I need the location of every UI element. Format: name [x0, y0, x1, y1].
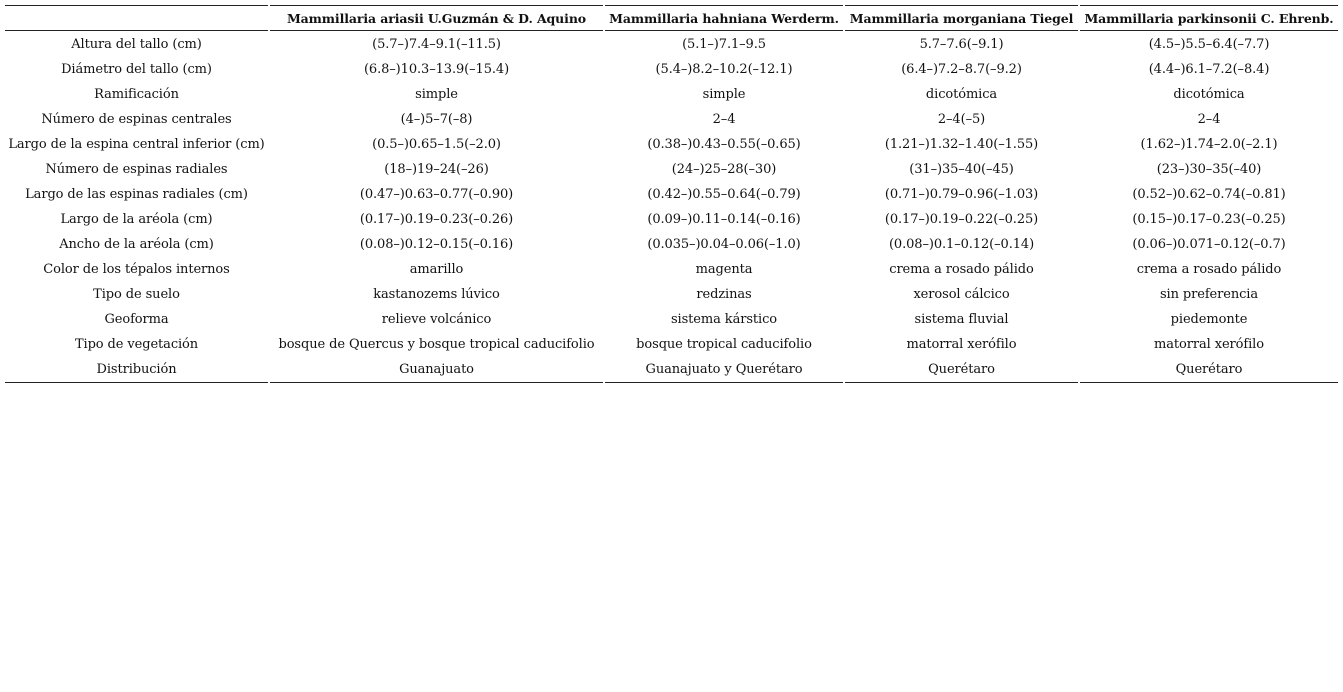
value-parkinsonii-cell: 2–4	[1197, 112, 1221, 127]
value-morganiana-cell: sistema fluvial	[914, 312, 1009, 327]
value-parkinsonii-cell: (0.06–)0.071–0.12(–0.7)	[1132, 237, 1286, 252]
value-parkinsonii-cell: dicotómica	[1173, 87, 1245, 102]
value-hahniana-cell: Guanajuato y Querétaro	[605, 357, 843, 383]
value-parkinsonii-cell: (0.52–)0.62–0.74(–0.81)	[1132, 187, 1286, 202]
value-parkinsonii-cell: Querétaro	[1080, 357, 1338, 383]
value-ariasii-cell: (0.17–)0.19–0.23(–0.26)	[359, 212, 514, 227]
value-ariasii-cell: (6.8–)10.3–13.9(–15.4)	[363, 62, 510, 77]
value-hahniana-cell: (24–)25–28(–30)	[671, 162, 777, 177]
table-body	[5, 31, 1338, 383]
value-parkinsonii-cell: sin preferencia	[1159, 287, 1259, 302]
row-label-cell: Color de los tépalos internos	[43, 262, 230, 277]
value-morganiana-cell: (0.17–)0.19–0.22(–0.25)	[884, 212, 1039, 227]
value-ariasii-cell: (5.7–)7.4–9.1(–11.5)	[372, 37, 501, 52]
row-label-cell: Diámetro del tallo (cm)	[61, 62, 212, 77]
header-cell-hahniana: Mammillaria hahniana Werderm.	[605, 5, 843, 31]
table-row	[5, 182, 1338, 207]
value-ariasii-cell: (18–)19–24(–26)	[384, 162, 489, 177]
value-parkinsonii-cell: (0.15–)0.17–0.23(–0.25)	[1132, 212, 1286, 227]
value-hahniana-cell: bosque tropical caducifolio	[636, 337, 812, 352]
table-row	[5, 82, 1338, 107]
table-row	[5, 107, 1338, 132]
value-hahniana-cell: sistema kárstico	[670, 312, 778, 327]
value-morganiana-cell: (0.08–)0.1–0.12(–0.14)	[888, 237, 1035, 252]
value-morganiana-cell: 5.7–7.6(–9.1)	[919, 37, 1004, 52]
value-ariasii-cell: amarillo	[409, 262, 464, 277]
value-ariasii-cell: bosque de Quercus y bosque tropical caducifolio	[278, 337, 595, 352]
table-row	[5, 31, 1338, 57]
row-label-cell: Altura del tallo (cm)	[71, 37, 202, 52]
value-morganiana-cell: 2–4(–5)	[937, 112, 986, 127]
value-ariasii-cell: (0.47–)0.63–0.77(–0.90)	[359, 187, 514, 202]
row-label-cell: Largo de las espinas radiales (cm)	[25, 187, 248, 202]
table-row	[5, 257, 1338, 282]
species-comparison-table	[3, 5, 1340, 383]
value-hahniana-cell: (0.38–)0.43–0.55(–0.65)	[647, 137, 801, 152]
value-hahniana-cell: (0.42–)0.55–0.64(–0.79)	[647, 187, 801, 202]
value-hahniana-cell: 2–4	[712, 112, 736, 127]
table-row	[5, 307, 1338, 332]
value-parkinsonii-cell: crema a rosado pálido	[1136, 262, 1282, 277]
header-cell-parkinsonii: Mammillaria parkinsonii C. Ehrenb.	[1080, 5, 1338, 31]
table-row	[5, 232, 1338, 257]
value-ariasii-cell: simple	[415, 87, 458, 102]
header-cell-blank	[5, 5, 268, 31]
row-label-cell: Ramificación	[94, 87, 179, 102]
comparison-table-container	[5, 5, 1338, 383]
row-label-cell: Largo de la aréola (cm)	[60, 212, 213, 227]
row-label-cell: Largo de la espina central inferior (cm)	[8, 137, 265, 152]
header-cell-morganiana: Mammillaria morganiana Tiegel	[845, 5, 1078, 31]
value-morganiana-cell: matorral xerófilo	[906, 337, 1017, 352]
value-ariasii-cell: kastanozems lúvico	[373, 287, 500, 302]
table-row	[5, 132, 1338, 157]
row-label-cell: Tipo de suelo	[93, 287, 180, 302]
table-row	[5, 332, 1338, 357]
header-cell-ariasii: Mammillaria ariasii U.Guzmán & D. Aquino	[270, 5, 603, 31]
value-morganiana-cell: Querétaro	[845, 357, 1078, 383]
table-header	[5, 5, 1338, 31]
value-hahniana-cell: (5.4–)8.2–10.2(–12.1)	[655, 62, 793, 77]
value-hahniana-cell: (0.035–)0.04–0.06(–1.0)	[647, 237, 801, 252]
row-label-cell: Tipo de vegetación	[74, 337, 199, 352]
value-morganiana-cell: dicotómica	[925, 87, 998, 102]
value-parkinsonii-cell: (23–)30–35(–40)	[1156, 162, 1262, 177]
header-row	[5, 5, 1338, 31]
value-morganiana-cell: xerosol cálcico	[913, 287, 1010, 302]
value-hahniana-cell: redzinas	[696, 287, 752, 302]
value-ariasii-cell: Guanajuato	[270, 357, 603, 383]
value-hahniana-cell: magenta	[695, 262, 753, 277]
table-row	[5, 282, 1338, 307]
table-row	[5, 57, 1338, 82]
table-row	[5, 207, 1338, 232]
value-ariasii-cell: (0.08–)0.12–0.15(–0.16)	[359, 237, 514, 252]
row-label-cell: Distribución	[5, 357, 268, 383]
row-label-cell: Número de espinas centrales	[41, 112, 232, 127]
value-parkinsonii-cell: piedemonte	[1170, 312, 1248, 327]
table-row	[5, 357, 1338, 383]
value-parkinsonii-cell: (4.5–)5.5–6.4(–7.7)	[1148, 37, 1270, 52]
value-morganiana-cell: (6.4–)7.2–8.7(–9.2)	[901, 62, 1022, 77]
value-ariasii-cell: (4–)5–7(–8)	[400, 112, 473, 127]
row-label-cell: Ancho de la aréola (cm)	[59, 237, 214, 252]
value-morganiana-cell: crema a rosado pálido	[889, 262, 1034, 277]
value-parkinsonii-cell: (4.4–)6.1–7.2(–8.4)	[1148, 62, 1270, 77]
table-row	[5, 157, 1338, 182]
value-parkinsonii-cell: (1.62–)1.74–2.0(–2.1)	[1140, 137, 1278, 152]
value-hahniana-cell: simple	[702, 87, 746, 102]
value-ariasii-cell: relieve volcánico	[381, 312, 492, 327]
value-morganiana-cell: (1.21–)1.32–1.40(–1.55)	[884, 137, 1039, 152]
value-morganiana-cell: (0.71–)0.79–0.96(–1.03)	[884, 187, 1039, 202]
value-hahniana-cell: (0.09–)0.11–0.14(–0.16)	[647, 212, 801, 227]
value-ariasii-cell: (0.5–)0.65–1.5(–2.0)	[372, 137, 501, 152]
value-parkinsonii-cell: matorral xerófilo	[1154, 337, 1264, 352]
row-label-cell: Geoforma	[104, 312, 169, 327]
value-hahniana-cell: (5.1–)7.1–9.5	[682, 37, 766, 52]
value-morganiana-cell: (31–)35–40(–45)	[909, 162, 1014, 177]
row-label-cell: Número de espinas radiales	[45, 162, 228, 177]
